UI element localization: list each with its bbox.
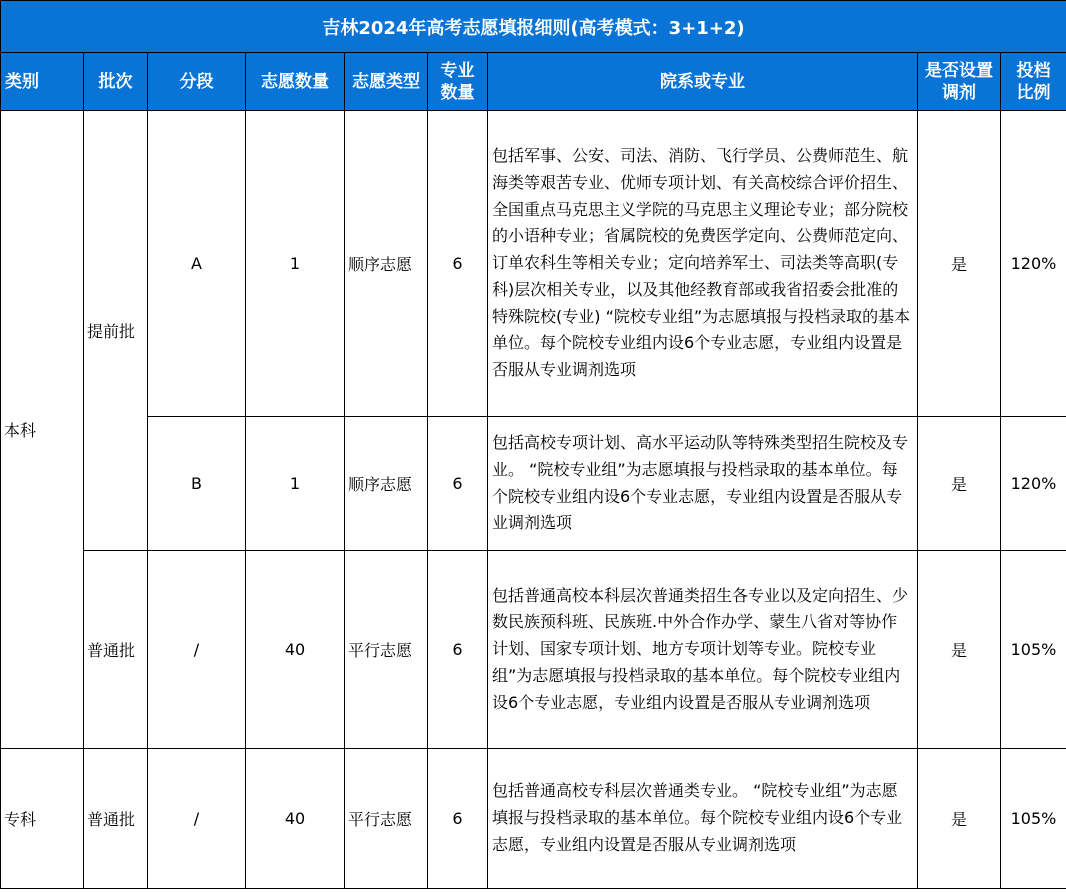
cell-dept: 包括高校专项计划、高水平运动队等特殊类型招生院校及专业。 “院校专业组”为志愿填报与投档录取的基本单位。每个院校专业组内设6个专业志愿，专业组内设置是否服从专业调剂选项 <box>488 417 918 551</box>
cell-ratio: 105% <box>1001 551 1066 749</box>
header-major-count-line1: 专业 <box>440 60 475 81</box>
header-ratio <box>1001 53 1066 111</box>
cell-quantity: 40 <box>246 749 345 889</box>
cell-segment: / <box>148 551 246 749</box>
header-quantity: 志愿数量 <box>246 53 345 111</box>
table-title: 吉林2024年高考志愿填报细则(高考模式：3+1+2) <box>1 1 1066 53</box>
header-major-count <box>428 53 488 111</box>
cell-major-count: 6 <box>428 749 488 889</box>
cell-ratio: 120% <box>1001 417 1066 551</box>
cell-adjust: 是 <box>918 551 1001 749</box>
cell-dept: 包括普通高校本科层次普通类招生各专业以及定向招生、少数民族预科班、民族班.中外合作办学、蒙生八省对等协作计划、国家专项计划、地方专项计划等专业。院校专业组”为志愿填报与投档录取的基本单位。每个院校专业组内设6个专业志愿，专业组内设置是否服从专业调剂选项 <box>488 551 918 749</box>
cell-adjust: 是 <box>918 417 1001 551</box>
cell-adjust: 是 <box>918 749 1001 889</box>
cell-segment: A <box>148 111 246 417</box>
table-row <box>1 749 1066 889</box>
cell-batch: 提前批 <box>84 111 148 551</box>
cell-category: 本科 <box>1 111 84 749</box>
cell-type: 顺序志愿 <box>345 111 428 417</box>
header-ratio-line1: 投档 <box>1016 60 1051 81</box>
cell-segment: / <box>148 749 246 889</box>
cell-quantity: 1 <box>246 111 345 417</box>
header-adjust <box>918 53 1001 111</box>
cell-type: 平行志愿 <box>345 749 428 889</box>
cell-category: 专科 <box>1 749 84 889</box>
header-batch: 批次 <box>84 53 148 111</box>
header-major-count-line2: 数量 <box>440 82 475 103</box>
cell-major-count: 6 <box>428 417 488 551</box>
table-row <box>1 417 1066 551</box>
cell-segment: B <box>148 417 246 551</box>
cell-major-count: 6 <box>428 551 488 749</box>
cell-type: 顺序志愿 <box>345 417 428 551</box>
cell-dept: 包括军事、公安、司法、消防、飞行学员、公费师范生、航海类等艰苦专业、优师专项计划、有关高校综合评价招生、全国重点马克思主义学院的马克思主义理论专业；部分院校的小语种专业；省属院校的免费医学定向、公费师范定向、订单农科生等相关专业；定向培养军士、司法类等高职(专科)层次相关专业，以及其他经教育部或我省招委会批准的特殊院校(专业) “院校专业组”为志愿填报与投档录取的基本单位。每个院校专业组内设6个专业志愿，专业组内设置是否服从专业调剂选项 <box>488 111 918 417</box>
cell-major-count: 6 <box>428 111 488 417</box>
cell-ratio: 120% <box>1001 111 1066 417</box>
table-row <box>1 111 1066 417</box>
header-row <box>1 53 1066 111</box>
header-dept: 院系或专业 <box>488 53 918 111</box>
cell-dept: 包括普通高校专科层次普通类专业。 “院校专业组”为志愿填报与投档录取的基本单位。每个院校专业组内设6个专业志愿，专业组内设置是否服从专业调剂选项 <box>488 749 918 889</box>
header-adjust-line2: 调剂 <box>942 82 976 103</box>
header-category: 类别 <box>1 53 84 111</box>
cell-type: 平行志愿 <box>345 551 428 749</box>
cell-adjust: 是 <box>918 111 1001 417</box>
header-adjust-line1: 是否设置 <box>925 60 993 81</box>
cell-batch: 普通批 <box>84 749 148 889</box>
cell-ratio: 105% <box>1001 749 1066 889</box>
header-type: 志愿类型 <box>345 53 428 111</box>
cell-quantity: 1 <box>246 417 345 551</box>
header-ratio-line2: 比例 <box>1016 82 1051 103</box>
cell-quantity: 40 <box>246 551 345 749</box>
cell-batch: 普通批 <box>84 551 148 749</box>
table-row <box>1 551 1066 749</box>
header-segment: 分段 <box>148 53 246 111</box>
